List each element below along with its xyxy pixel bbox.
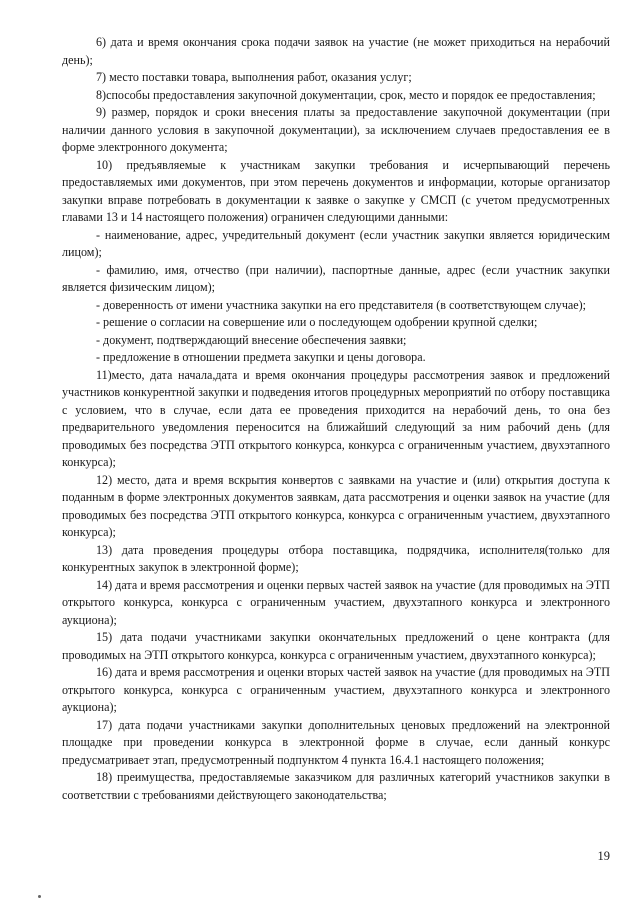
paragraph-18: 18) преимущества, предоставляемые заказчиком для различных категорий участников закупки в соответствии с требованиями действующего законодательства; <box>62 770 610 802</box>
page-number: 19 <box>597 849 610 863</box>
list-item-security-document: - документ, подтверждающий внесение обеспечения заявки; <box>96 332 407 347</box>
paragraph-14: 14) дата и время рассмотрения и оценки первых частей заявок на участие (для проводимых на ЭТП открытого конкурса, конкурса с ограниченным участием, двухэтапного конкурса и электронного аукциона); <box>62 577 610 627</box>
paragraph-13: 13) дата проведения процедуры отбора поставщика, подрядчика, исполнителя(только для конкурентных закупок в электронной форме); <box>62 542 610 574</box>
paragraph-12: 12) место, дата и время вскрытия конвертов с заявками на участие и (или) открытия доступа к поданным в форме электронных документов заявкам, дата рассмотрения и оценки заявок на участие (для проводимых без посредства ЭТП открытого конкурса, конкурса с ограниченным участием, двухэтапного конкурса); <box>62 472 610 539</box>
list-item-full-name: - фамилию, имя, отчество (при наличии), паспортные данные, адрес (если участник закупки является физическим лицом); <box>62 262 610 294</box>
paragraph-10: 10) предъявляемые к участникам закупки требования и исчерпывающий перечень предоставляемых ими документов, при этом перечень документов и информации, которые организатор закупки вправе потребовать в документации к заявке о закупке у СМСП (с учетом предусмотренных главами 13 и 14 настоящего положения) ограничен следующими данными: <box>62 157 610 224</box>
list-item-name-address: - наименование, адрес, учредительный документ (если участник закупки является юридическим лицом); <box>62 227 610 259</box>
document-body <box>62 34 610 804</box>
paragraph-9: 9) размер, порядок и сроки внесения платы за предоставление закупочной документации (при наличии данного условия в закупочной документации), за исключением случаев предоставления ее в форме электронного документа; <box>62 105 610 154</box>
paragraph-6: 6) дата и время окончания срока подачи заявок на участие (не может приходиться на нерабочий день); <box>62 35 610 67</box>
paragraph-7: 7) место поставки товара, выполнения работ, оказания услуг; <box>96 70 412 84</box>
paragraph-11: 11)место, дата начала,дата и время окончания процедуры рассмотрения заявок и предложений участников конкурентной закупки и подведения итогов процедурных мероприятий по отбору поставщика с условием, что в случае, если дата ее проведения приходится на нерабочий день, то она без предварительного уведомления переносится на ближайший следующий за ним рабочий день (для проводимых без посредства ЭТП открытого конкурса, конкурса с ограниченным участием, двухэтапного конкурса); <box>62 367 610 469</box>
paragraph-8: 8)способы предоставления закупочной документации, срок, место и порядок ее предоставления; <box>96 87 596 102</box>
paragraph-16: 16) дата и время рассмотрения и оценки вторых частей заявок на участие (для проводимых на ЭТП открытого конкурса, конкурса с ограниченным участием, двухэтапного конкурса и электронного аукциона); <box>62 665 610 714</box>
paragraph-15: 15) дата подачи участниками закупки окончательных предложений о цене контракта (для проводимых на ЭТП открытого конкурса, конкурса с ограниченным участием, двухэтапного конкурса); <box>62 630 610 662</box>
list-item-major-transaction: - решение о согласии на совершение или о последующем одобрении крупной сделки; <box>96 315 538 329</box>
list-item-power-of-attorney: - доверенность от имени участника закупки на его представителя (в соответствующем случае); <box>96 297 587 312</box>
list-item-price-offer: - предложение в отношении предмета закупки и цены договора. <box>96 350 426 364</box>
scan-mark <box>38 895 41 898</box>
paragraph-17: 17) дата подачи участниками закупки дополнительных ценовых предложений на электронной площадке при проведении конкурса в электронной форме в случае, если данный конкурс предусматривает этап, предусмотренный подпунктом 4 пункта 16.4.1 настоящего положения; <box>62 717 610 767</box>
